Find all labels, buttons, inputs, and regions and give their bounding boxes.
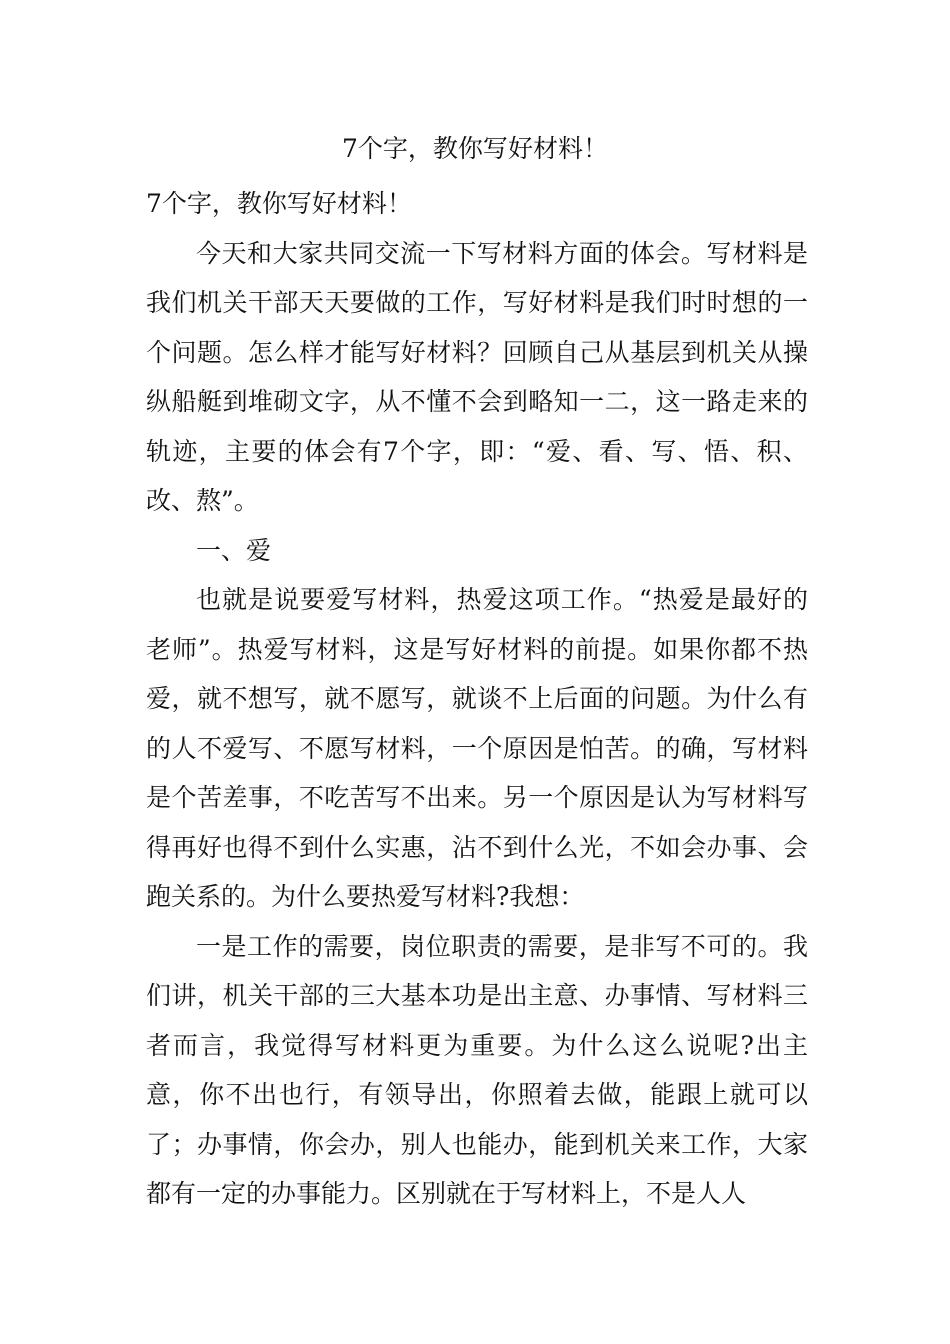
document-body xyxy=(146,179,808,1219)
paragraph-intro: 今天和大家共同交流一下写材料方面的体会。写材料是我们机关干部天天要做的工作，写好材料是我们时时想的一个问题。怎么样才能写好材料？回顾自己从基层到机关从操纵船艇到堆砌文字，从不懂不会到略知一二，这一路走来的轨迹，主要的体会有7个字，即：“爱、看、写、悟、积、改、熬”。 xyxy=(146,238,808,515)
document-subtitle: 7个字，教你写好材料！ xyxy=(146,189,412,218)
section-heading-love: 一、爱 xyxy=(196,535,272,565)
document-title: 7个字，教你写好材料！ xyxy=(342,134,608,163)
paragraph-reason-one: 一是工作的需要，岗位职责的需要，是非写不可的。我们讲，机关干部的三大基本功是出主意、办事情、写材料三者而言，我觉得写材料更为重要。为什么这么说呢?出主意，你不出也行，有领导出，你照着去做，能跟上就可以了；办事情，你会办，别人也能办，能到机关来工作，大家都有一定的办事能力。区别就在于写材料上，不是人人 xyxy=(146,931,808,1208)
paragraph-love: 也就是说要爱写材料，热爱这项工作。“热爱是最好的老师”。热爱写材料，这是写好材料的前提。如果你都不热爱，就不想写，就不愿写，就谈不上后面的问题。为什么有的人不爱写、不愿写材料，一个原因是怕苦。的确，写材料是个苦差事，不吃苦写不出来。另一个原因是认为写材料写得再好也得不到什么实惠，沾不到什么光，不如会办事、会跑关系的。为什么要热爱写材料?我想： xyxy=(146,585,808,911)
